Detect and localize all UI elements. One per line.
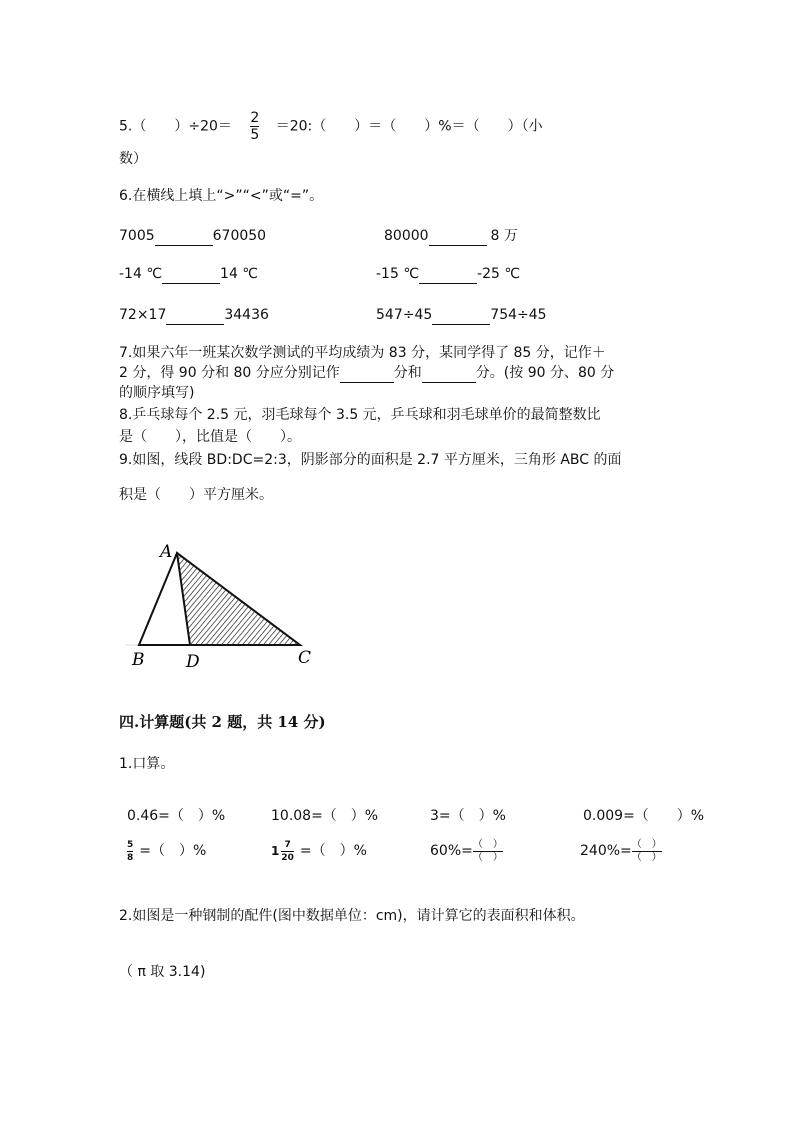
q6-r1-a1: 7005 — [119, 228, 155, 244]
q6-r1-b1: 670050 — [212, 228, 267, 244]
q6-row2-left — [119, 264, 258, 284]
q5-line1 — [119, 111, 543, 142]
c1-r2-item3 — [430, 836, 503, 866]
answer-blank[interactable] — [422, 382, 476, 383]
q5-frac-den: 5 — [250, 127, 260, 143]
q9-line1: 9.如图，线段 BD:DC=2:3，阴影部分的面积是 2.7 平方厘米，三角形 ABC 的面 — [119, 452, 622, 468]
q6-r2-b2: -25 ℃ — [477, 266, 521, 282]
section-title: 四.计算题(共 2 题，共 14 分) — [119, 713, 326, 731]
frac-num: （ ） — [631, 838, 662, 850]
q6-row3-right — [376, 305, 547, 325]
q7-l2b: 分和 — [393, 365, 422, 381]
c1-r1-item2: 10.08=（ ）% — [271, 808, 379, 824]
q5-line2: 数） — [119, 151, 147, 167]
q8-line1: 8.乒乓球每个 2.5 元，羽毛球每个 3.5 元，乒乓球和羽毛球单价的最简整数比 — [119, 407, 601, 423]
c1-r1-item4: 0.009=（ ）% — [583, 808, 705, 824]
c1-r2d-label: 240%= — [580, 843, 632, 859]
c1-r2-item4 — [580, 836, 662, 866]
frac-bar — [127, 851, 133, 852]
c2-line1: 2.如图是一种钢制的配件(图中数据单位：cm)，请计算它的表面积和体积。 — [119, 908, 585, 924]
triangle-abc-figure — [120, 535, 320, 675]
frac-den: 8 — [127, 852, 134, 863]
q7-line1: 7.如果六年一班某次数学测试的平均成绩为 83 分，某同学得了 85 分，记作＋ — [119, 345, 606, 361]
q6-r2-a2: -15 ℃ — [376, 266, 420, 282]
q8-line2: 是（ ），比值是（ ）。 — [119, 429, 301, 445]
label-b: B — [132, 650, 145, 670]
c1-title: 1.口算。 — [119, 756, 175, 772]
c1-r2b-tail: =（ ）% — [299, 843, 367, 859]
q6-r2-a1: -14 ℃ — [119, 266, 163, 282]
answer-blank[interactable] — [166, 324, 224, 325]
label-d: D — [186, 652, 200, 672]
q6-row2-right — [376, 264, 520, 284]
q6-r3-a1: 72×17 — [119, 307, 167, 323]
q6-r2-b1: 14 ℃ — [220, 266, 259, 282]
q6-r1-a2: 80000 — [384, 228, 429, 244]
frac-num: （ ） — [472, 838, 503, 850]
q6-r1-b2: 8 万 — [490, 228, 518, 244]
fraction-7-20 — [281, 840, 294, 863]
answer-blank[interactable] — [162, 283, 220, 284]
answer-blank[interactable] — [419, 283, 477, 284]
q5-part1: 5.（ ）÷20＝ — [119, 118, 232, 135]
c1-r2c-label: 60%= — [430, 843, 473, 859]
answer-blank[interactable] — [432, 324, 490, 325]
q6-r3-a2: 547÷45 — [376, 307, 433, 323]
frac-bar — [281, 851, 294, 852]
blank-fraction[interactable] — [473, 840, 503, 863]
q6-r3-b2: 754÷45 — [490, 307, 547, 323]
q7-l2c: 分。(按 90 分、80 分 — [475, 365, 615, 381]
frac-den: （ ） — [472, 851, 503, 863]
q5-part2: ＝20:（ ）＝（ ）%＝（ ）（小 — [275, 118, 543, 135]
frac-den: （ ） — [631, 851, 662, 863]
q6-title: 6.在横线上填上“>”“<”或“=”。 — [119, 188, 324, 204]
c1-r2a-tail: =（ ）% — [139, 843, 207, 859]
q5-frac-num: 2 — [250, 110, 260, 126]
q6-row3-left — [119, 305, 269, 325]
c1-r2-item2 — [271, 836, 367, 866]
answer-blank[interactable] — [429, 245, 487, 246]
fraction-5-8 — [127, 840, 133, 863]
q6-row1-left — [119, 226, 266, 246]
frac-num: 7 — [284, 839, 291, 850]
q6-r3-b1: 34436 — [224, 307, 269, 323]
q5-fraction — [250, 111, 259, 142]
c1-r2-item1 — [127, 836, 206, 866]
q9-line2: 积是（ ）平方厘米。 — [119, 487, 273, 503]
answer-blank[interactable] — [340, 382, 394, 383]
mixed-whole: 1 — [271, 844, 280, 858]
q7-line3: 的顺序填写) — [119, 385, 195, 401]
label-a: A — [160, 542, 173, 562]
blank-fraction[interactable] — [632, 840, 662, 863]
q6-row1-right — [384, 226, 518, 246]
c1-r1-item3: 3=（ ）% — [430, 808, 506, 824]
c2-line2: （ π 取 3.14) — [119, 964, 206, 980]
q7-l2a: 2 分，得 90 分和 80 分应分别记作 — [119, 365, 340, 381]
frac-num: 5 — [127, 839, 134, 850]
label-c: C — [298, 648, 312, 668]
frac-den: 20 — [281, 852, 294, 863]
q7-line2 — [119, 363, 614, 383]
c1-r1-item1: 0.46=（ ）% — [127, 808, 226, 824]
answer-blank[interactable] — [155, 245, 213, 246]
